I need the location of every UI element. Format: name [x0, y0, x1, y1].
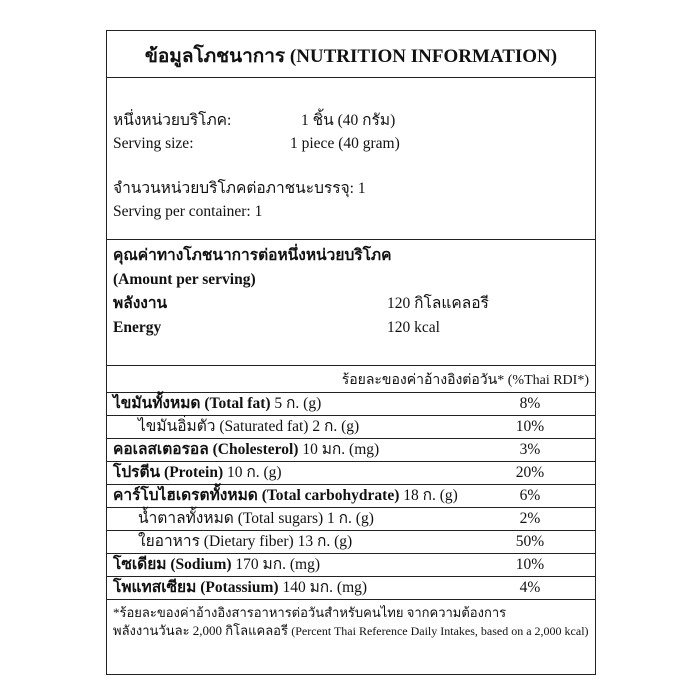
divider [107, 77, 595, 78]
rdi-header: ร้อยละของค่าอ้างอิงต่อวัน* (%Thai RDI*) [341, 373, 589, 388]
rdi-total-sugars: 2% [519, 510, 541, 527]
nutrient-cholesterol: คอเลสเตอรอล (Cholesterol) 10 มก. (mg) [113, 441, 380, 458]
nutrient-potassium: โพแทสเซียม (Potassium) 140 มก. (mg) [113, 579, 368, 596]
row-divider [107, 576, 595, 577]
amount-heading-en: (Amount per serving) [113, 271, 256, 288]
energy-th-label: พลังงาน [113, 295, 168, 312]
row-divider [107, 530, 595, 531]
serving-size-en-value: 1 piece (40 gram) [290, 135, 400, 152]
energy-en-value: 120 kcal [387, 319, 440, 336]
row-divider [107, 553, 595, 554]
rdi-total-fat: 8% [519, 395, 541, 412]
rdi-sodium: 10% [515, 556, 545, 573]
servings-per-container-th: จำนวนหน่วยบริโภคต่อภาชนะบรรจุ: 1 [113, 180, 366, 197]
divider [107, 239, 595, 240]
rdi-potassium: 4% [519, 579, 541, 596]
energy-th-value: 120 กิโลแคลอรี [387, 295, 489, 312]
divider [107, 392, 595, 393]
footnote-en: (Percent Thai Reference Daily Intakes, based on a 2,000 kcal) [291, 624, 589, 638]
rdi-total-carbohydrate: 6% [519, 487, 541, 504]
divider [107, 599, 595, 600]
row-divider [107, 461, 595, 462]
serving-size-th-value: 1 ชิ้น (40 กรัม) [301, 112, 396, 129]
nutrient-saturated-fat: ไขมันอิ่มตัว (Saturated fat) 2 ก. (g) [138, 418, 360, 435]
row-divider [107, 484, 595, 485]
row-divider [107, 438, 595, 439]
nutrient-protein: โปรตีน (Protein) 10 ก. (g) [113, 464, 282, 481]
nutrient-total-fat: ไขมันทั้งหมด (Total fat) 5 ก. (g) [113, 395, 322, 412]
rdi-protein: 20% [515, 464, 545, 481]
nutrient-sodium: โซเดียม (Sodium) 170 มก. (mg) [113, 556, 321, 573]
rdi-cholesterol: 3% [519, 441, 541, 458]
rdi-saturated-fat: 10% [515, 418, 545, 435]
amount-heading-th: คุณค่าทางโภชนาการต่อหนึ่งหน่วยบริโภค [113, 247, 392, 264]
serving-size-en-label: Serving size: [113, 135, 194, 152]
footnote-th-line1: *ร้อยละของค่าอ้างอิงสารอาหารต่อวันสำหรับคนไทย จากความต้องการ [113, 605, 507, 620]
row-divider [107, 507, 595, 508]
nutrient-dietary-fiber: ใยอาหาร (Dietary fiber) 13 ก. (g) [138, 533, 353, 550]
row-divider [107, 415, 595, 416]
energy-en-label: Energy [113, 319, 162, 336]
nutrition-label [106, 30, 596, 675]
label-title: ข้อมูลโภชนาการ (NUTRITION INFORMATION) [144, 46, 558, 67]
footnote [113, 604, 589, 640]
divider [107, 365, 595, 366]
nutrient-total-sugars: น้ำตาลทั้งหมด (Total sugars) 1 ก. (g) [138, 510, 374, 527]
nutrient-total-carbohydrate: คาร์โบไฮเดรตทั้งหมด (Total carbohydrate) 18 ก. (g) [113, 487, 458, 504]
serving-size-th-label: หนึ่งหน่วยบริโภค: [113, 112, 232, 129]
rdi-dietary-fiber: 50% [515, 533, 545, 550]
servings-per-container-en: Serving per container: 1 [113, 203, 263, 220]
footnote-th-line2: พลังงานวันละ 2,000 กิโลแคลอรี [113, 623, 288, 638]
